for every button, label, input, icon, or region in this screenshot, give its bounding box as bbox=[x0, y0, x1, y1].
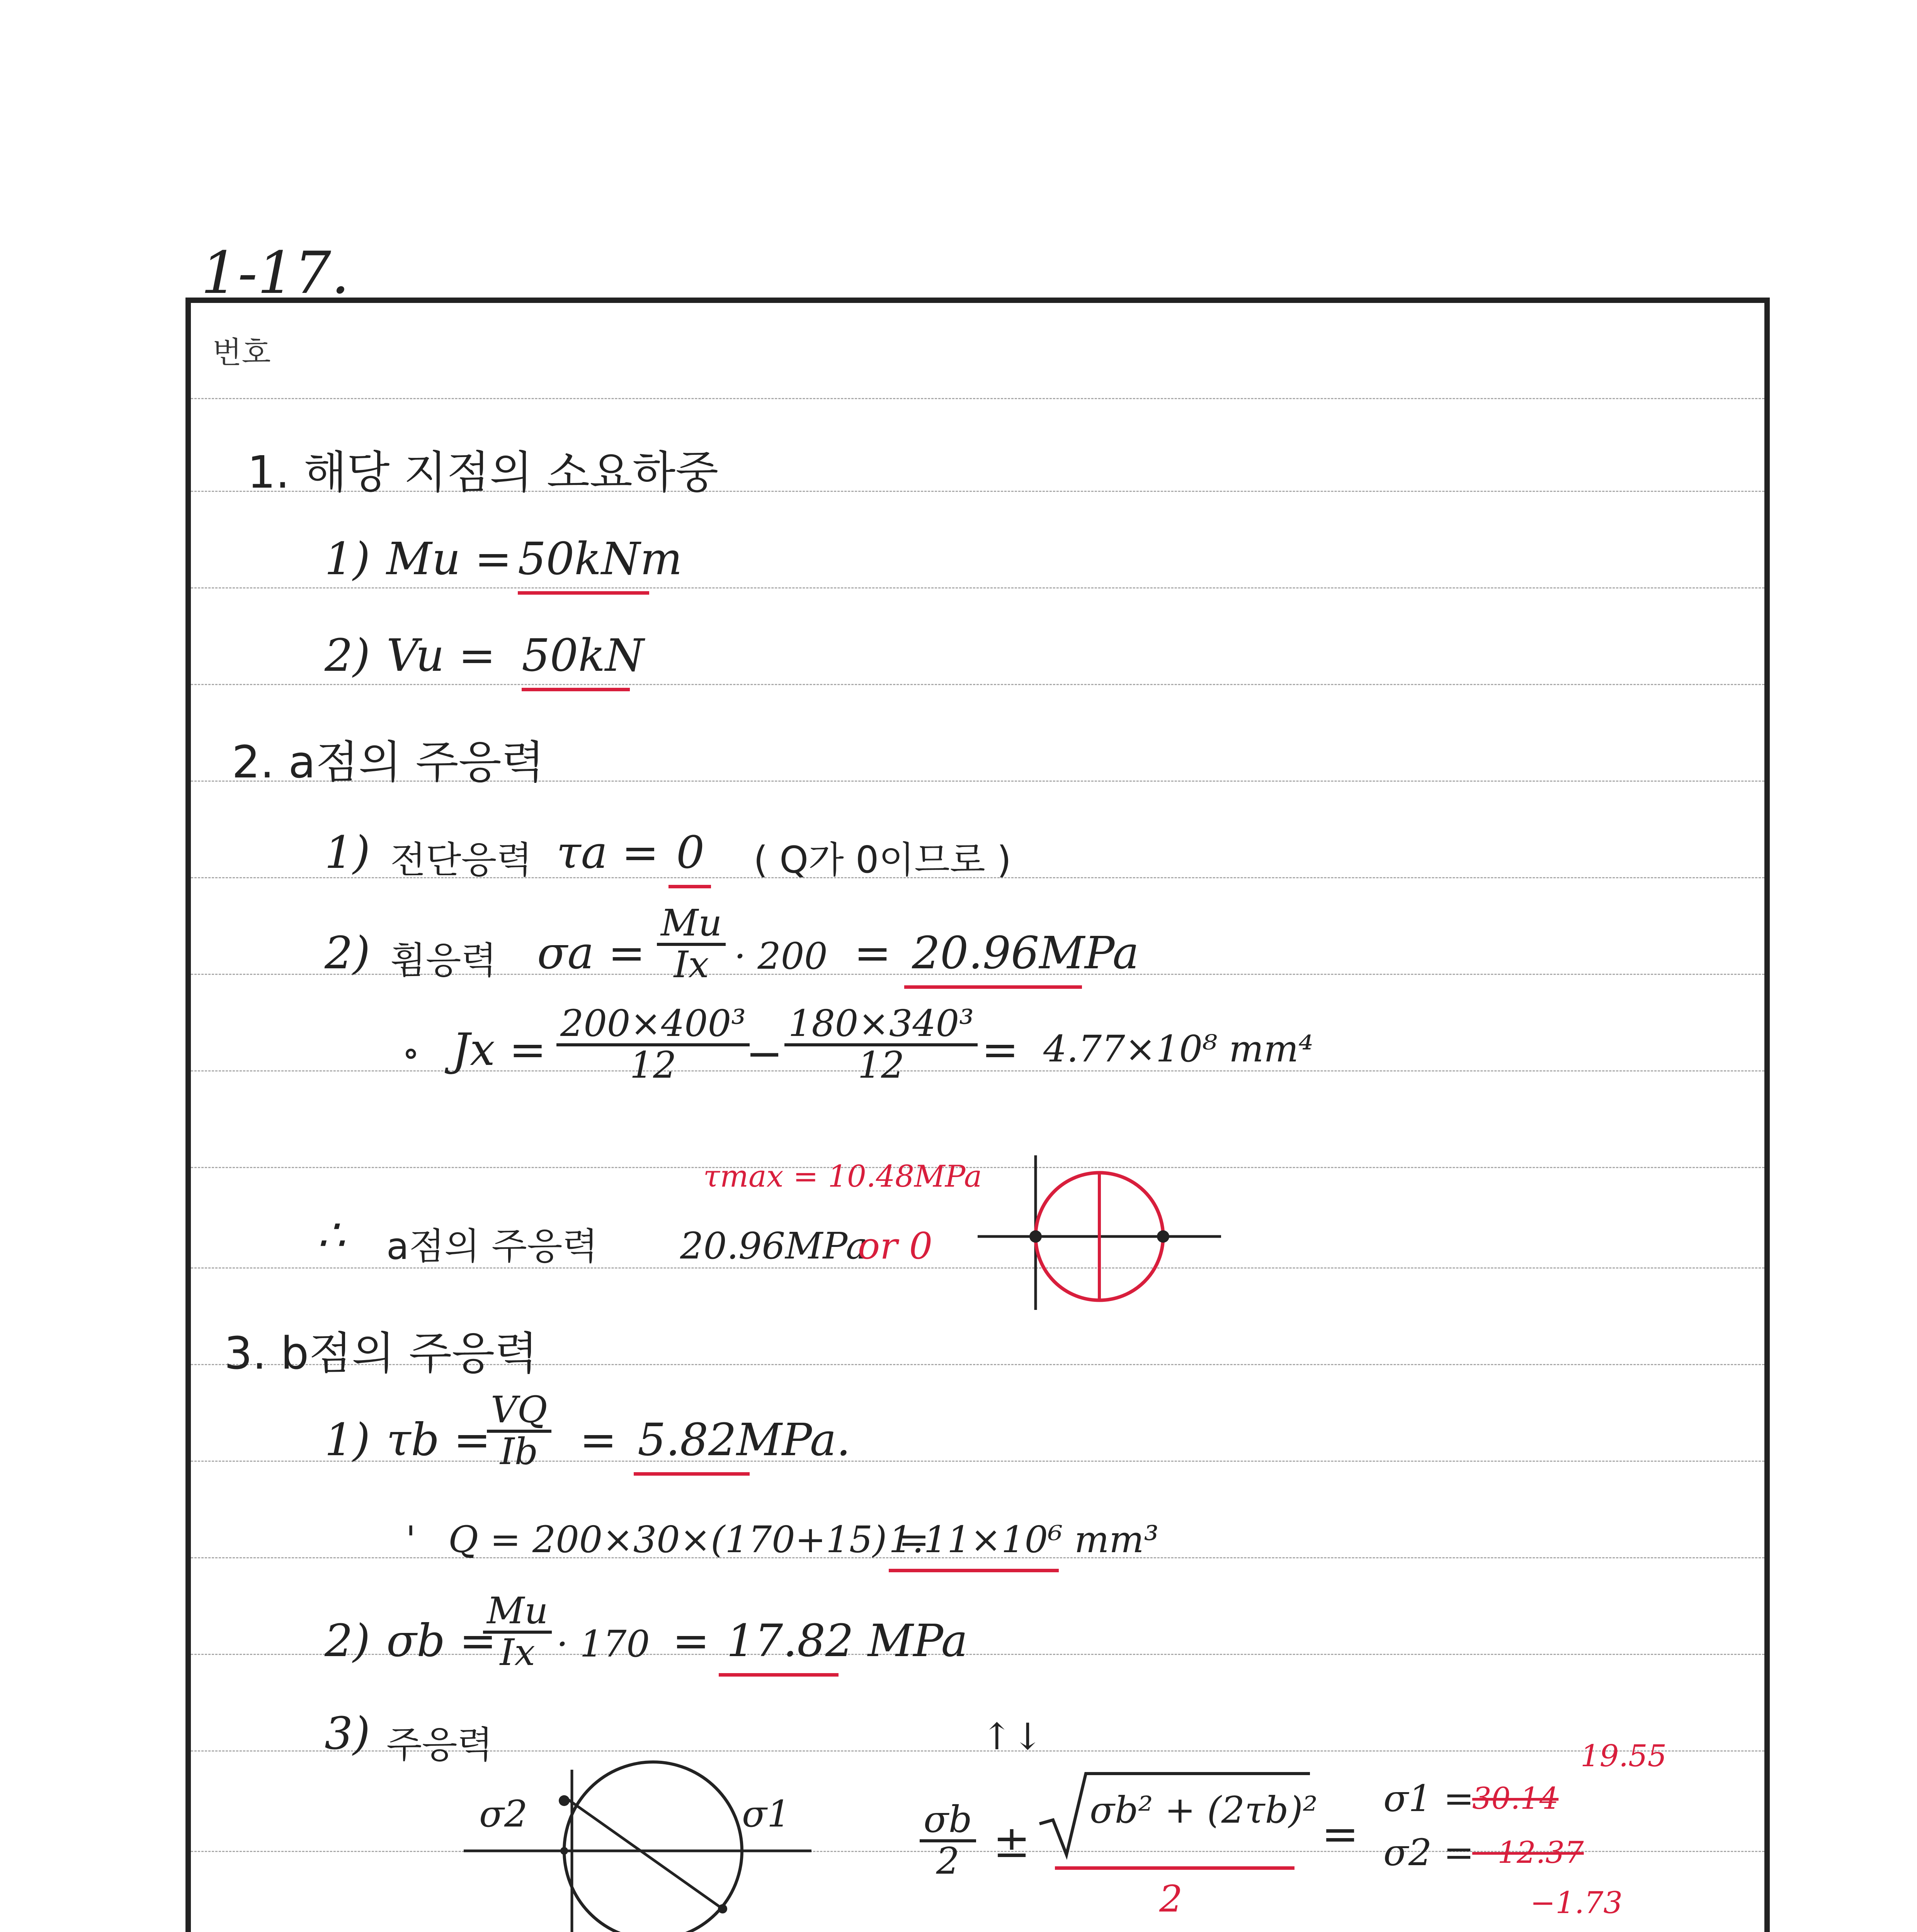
ix-fraction-2 bbox=[784, 1002, 978, 1087]
fraction-denominator: Ix bbox=[674, 943, 709, 986]
s3-formula-fraction bbox=[920, 1798, 976, 1883]
s2-l2-multiplier: · 200 bbox=[734, 935, 828, 978]
s1-l1-label: 1) bbox=[325, 533, 371, 585]
s2-l1-eq: τa = bbox=[556, 827, 659, 879]
fraction-bar bbox=[1055, 1866, 1294, 1870]
s3-res2-new: −1.73 bbox=[1530, 1886, 1623, 1920]
s3-l1-eq: = bbox=[580, 1414, 617, 1466]
s2-l1-note: ( Q가 0이므로 ) bbox=[754, 839, 1012, 881]
header-label: 번호 bbox=[213, 335, 271, 370]
conclusion-or: or 0 bbox=[858, 1225, 933, 1267]
s3-l3-label: 3) bbox=[325, 1708, 371, 1760]
point-sigma-a bbox=[1157, 1230, 1169, 1243]
s2-l1-term: 전단응력 bbox=[390, 839, 532, 881]
mohr-circle-b bbox=[456, 1754, 827, 1932]
s3-l2-value: 17.82 MPa bbox=[726, 1615, 968, 1667]
fraction-denominator: Ix bbox=[500, 1631, 535, 1674]
point-b bbox=[559, 1795, 570, 1806]
s2-l2-eq: = bbox=[854, 927, 891, 979]
s2-title: 2. a점의 주응력 bbox=[232, 736, 544, 788]
s3-res2-lhs: σ2 = bbox=[1383, 1832, 1475, 1874]
s3-l2-lhs: σb = bbox=[386, 1615, 497, 1667]
tau-max: τmax = 10.48MPa bbox=[703, 1159, 982, 1194]
s3-q-expr: Q = 200×30×(170+15) = bbox=[448, 1519, 930, 1561]
fraction-numerator: VQ bbox=[487, 1391, 551, 1433]
s3-circle-sigma1: σ1 bbox=[742, 1793, 791, 1835]
fraction-denominator: 12 bbox=[629, 1044, 677, 1087]
s3-title: 3. b점의 주응력 bbox=[224, 1328, 538, 1379]
s2-l1-label: 1) bbox=[325, 827, 371, 879]
fraction-numerator: 200×400³ bbox=[556, 1005, 750, 1046]
diameter-line bbox=[564, 1797, 723, 1909]
ix-bullet: ∘ bbox=[402, 1032, 420, 1074]
underline bbox=[668, 885, 711, 888]
s1-l1-lhs: Mu = bbox=[386, 533, 512, 585]
s3-formula-eq: = bbox=[1322, 1808, 1359, 1860]
s2-l2-term: 휨응력 bbox=[390, 939, 497, 982]
s1-title: 1. 해당 지점의 소요하중 bbox=[247, 447, 719, 498]
rule-line bbox=[191, 398, 1764, 399]
s1-l2-lhs: Vu = bbox=[386, 630, 496, 682]
s2-l2-fraction bbox=[657, 904, 726, 985]
s3-l1-fraction bbox=[487, 1391, 551, 1471]
point-sigma2 bbox=[560, 1847, 568, 1855]
s3-res1-struck: 30.14 bbox=[1472, 1781, 1559, 1816]
rule-line bbox=[191, 587, 1764, 588]
underline bbox=[889, 1569, 1059, 1572]
point-zero bbox=[1029, 1230, 1042, 1243]
ix-eq: = bbox=[981, 1024, 1019, 1076]
underline bbox=[904, 985, 1082, 989]
s2-l2-lhs: σa = bbox=[537, 927, 645, 979]
s3-res1-new: 19.55 bbox=[1580, 1739, 1667, 1774]
conclusion-text: a점의 주응력 bbox=[386, 1225, 598, 1268]
fraction-numerator: 180×340³ bbox=[784, 1005, 978, 1046]
s3-q-mark: ' bbox=[406, 1519, 416, 1561]
fraction-denominator: Ib bbox=[500, 1430, 538, 1473]
conclusion-mark: ∴ bbox=[317, 1209, 345, 1261]
s2-l1-value: 0 bbox=[676, 827, 705, 879]
s1-l2-value: 50kN bbox=[522, 630, 644, 682]
s3-arrows: ↑↓ bbox=[981, 1716, 1043, 1758]
s3-res2-struck: −12.37 bbox=[1472, 1835, 1584, 1870]
s2-l2-value: 20.96MPa bbox=[912, 927, 1139, 979]
fraction-denominator: 12 bbox=[857, 1044, 905, 1087]
conclusion-value: 20.96MPa bbox=[680, 1225, 868, 1267]
s1-l1-value: 50kNm bbox=[518, 533, 682, 585]
s3-l2-label: 2) bbox=[325, 1615, 371, 1667]
ix-value: 4.77×10⁸ mm⁴ bbox=[1043, 1028, 1313, 1070]
underline bbox=[719, 1673, 839, 1677]
s3-formula-root: σb² + (2τb)² bbox=[1090, 1789, 1318, 1832]
point-b-prime bbox=[718, 1904, 727, 1913]
fraction-numerator: Mu bbox=[657, 904, 726, 946]
s1-l2-label: 2) bbox=[325, 630, 371, 682]
s3-circle-sigma2: σ2 bbox=[479, 1793, 528, 1835]
s3-formula-pm: ± bbox=[993, 1816, 1031, 1868]
s3-l3-term: 주응력 bbox=[386, 1724, 493, 1766]
s3-l2-fraction bbox=[483, 1592, 552, 1672]
ix-lhs: Jx = bbox=[452, 1024, 546, 1076]
problem-id: 1-17. bbox=[201, 240, 350, 307]
mohr-circle-a bbox=[966, 1151, 1229, 1314]
fraction-numerator: Mu bbox=[483, 1592, 552, 1634]
s3-l2-eq: = bbox=[672, 1615, 710, 1667]
s3-l1-value: 5.82MPa. bbox=[638, 1414, 851, 1466]
ix-fraction-1 bbox=[556, 1002, 750, 1087]
underline bbox=[518, 591, 649, 595]
fraction-numerator: σb bbox=[920, 1801, 976, 1842]
ix-minus: − bbox=[746, 1028, 783, 1080]
s2-l2-label: 2) bbox=[325, 927, 371, 979]
rule-line bbox=[191, 684, 1764, 685]
underline bbox=[634, 1472, 750, 1476]
s3-l1-lhs: τb = bbox=[386, 1414, 491, 1466]
s3-res1-lhs: σ1 = bbox=[1383, 1777, 1475, 1820]
s3-l1-label: 1) bbox=[325, 1414, 371, 1466]
underline bbox=[522, 688, 630, 691]
s3-q-value: 1.11×10⁶ mm³ bbox=[889, 1519, 1159, 1561]
mohr-circle bbox=[564, 1762, 742, 1932]
s3-formula-den2: 2 bbox=[1159, 1878, 1183, 1920]
fraction-denominator: 2 bbox=[936, 1840, 960, 1883]
s3-l2-multiplier: · 170 bbox=[556, 1623, 650, 1665]
